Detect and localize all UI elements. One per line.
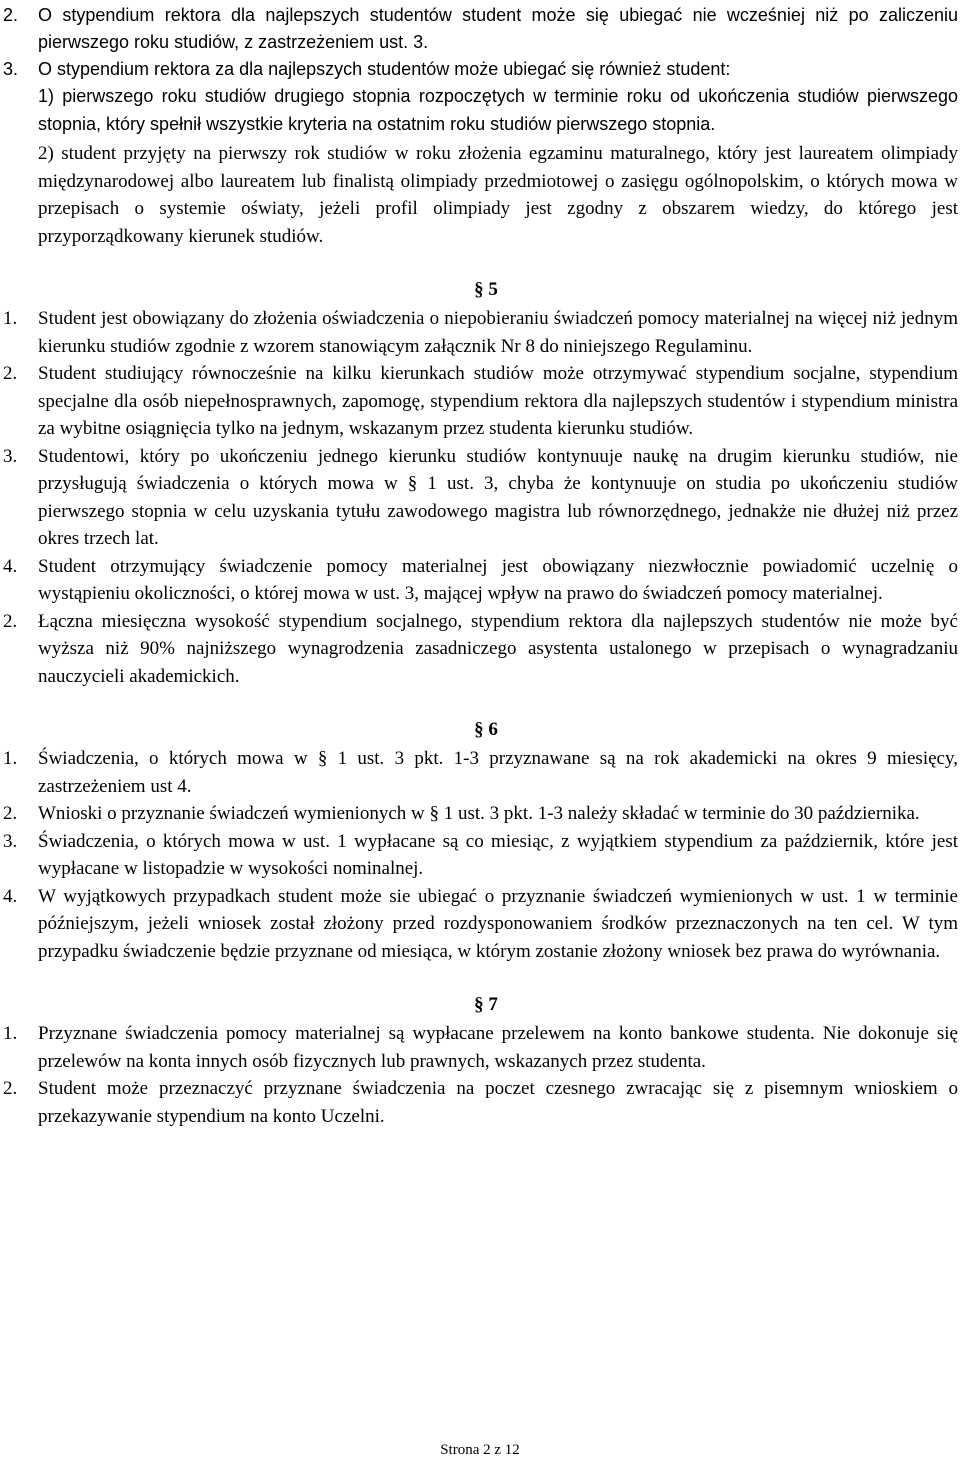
list-item: [0, 553, 958, 608]
sub-list-item: [0, 83, 958, 138]
list-item: [0, 800, 958, 828]
item-number: 1.: [3, 1023, 18, 1044]
item-text: Łączna miesięczna wysokość stypendium socjalnego, stypendium rektora dla najlepszych studentów nie może być wyższa niż 90% najniższego wynagrodzenia zasadniczego asystenta ustalonego w przepisach o wynagradzaniu nauczycieli akademickich.: [38, 610, 958, 687]
paragraph-sign: §: [474, 994, 484, 1015]
list-item: [0, 1020, 958, 1075]
item-number: 2.: [3, 803, 18, 824]
item-number: 3.: [3, 445, 18, 467]
list-item: [0, 745, 958, 800]
page-footer: [0, 1442, 960, 1459]
section-heading: [14, 716, 958, 743]
item-text: Wnioski o przyznanie świadczeń wymienionych w § 1 ust. 3 pkt. 1-3 należy składać w terminie do 30 października.: [38, 803, 920, 824]
item-number: 4.: [3, 555, 18, 577]
paragraph-sign: §: [474, 279, 484, 300]
item-number: 2.: [3, 610, 18, 632]
list-item: [0, 360, 958, 443]
item-text: Student otrzymujący świadczenie pomocy materialnej jest obowiązany niezwłocznie powiadomić uczelnię o wystąpieniu okoliczności, o której mowa w ust. 3, mającej wpływ na prawo do świadczeń pomocy materialnej.: [38, 555, 958, 604]
list-item: [0, 828, 958, 883]
item-number: 1.: [3, 748, 18, 769]
item-text: O stypendium rektora dla najlepszych studentów student może się ubiegać nie wcześniej niż po zaliczeniu pierwszego roku studiów, z zastrzeżeniem ust. 3.: [38, 5, 958, 52]
sub-item-text: 1) pierwszego roku studiów drugiego stopnia rozpoczętych w terminie roku od ukończenia studiów pierwszego stopnia, który spełnił wszystkie kryteria na ostatnim roku studiów pierwszego stopnia.: [38, 86, 958, 134]
section-heading: [14, 276, 958, 303]
list-item: [0, 883, 958, 966]
item-text: Świadczenia, o których mowa w ust. 1 wypłacane są co miesiąc, z wyjątkiem stypendium za październik, które jest wypłacane w listopadzie w wysokości nominalnej.: [38, 830, 958, 879]
item-text: O stypendium rektora za dla najlepszych studentów może ubiegać się również student:: [38, 59, 731, 79]
item-text: Świadczenia, o których mowa w § 1 ust. 3 pkt. 1-3 przyznawane są na rok akademicki na okres 9 miesięcy, zastrzeżeniem ust 4.: [38, 748, 958, 797]
paragraph-sign: §: [474, 719, 484, 740]
item-number: 3.: [3, 830, 18, 852]
item-text: W wyjątkowych przypadkach student może sie ubiegać o przyznanie świadczeń wymienionych w ust. 1 w terminie późniejszym, jeżeli wniosek został złożony przed rozdysponowaniem środków przeznaczonych na ten cel. W tym przypadku świadczenie będzie przyznane od miesiąca, w którym zostanie złożony wniosek bez prawa do wyrównania.: [38, 885, 958, 962]
item-text: Student może przeznaczyć przyznane świadczenia na poczet czesnego zwracając się z pisemnym wnioskiem o przekazywanie stypendium na konto Uczelni.: [38, 1078, 958, 1127]
list-item: [0, 443, 958, 553]
page-number: Strona 2 z 12: [440, 1442, 520, 1458]
section-number: 5: [488, 279, 498, 300]
item-number: 2.: [3, 1078, 18, 1099]
item-text: Studentowi, który po ukończeniu jednego kierunku studiów kontynuuje naukę na drugim kierunku studiów, nie przysługują świadczenia o których mowa w § 1 ust. 3, chyba że kontynuuje on studia po ukończeniu studiów pierwszego stopnia w celu uzyskania tytułu zawodowego magistra lub równorzędnego, jednakże nie dłużej niż przez okres trzech lat.: [38, 445, 958, 549]
item-number: 2.: [3, 363, 18, 384]
item-text: Student studiujący równocześnie na kilku kierunkach studiów może otrzymywać stypendium socjalne, stypendium specjalne dla osób niepełnosprawnych, zapomogę, stypendium rektora dla najlepszych studentów i stypendium ministra za wybitne osiągnięcia tylko na jednym, wskazanym przez studenta kierunku studiów.: [38, 363, 958, 439]
list-item: [0, 1075, 958, 1130]
list-item: [0, 2, 958, 56]
section-heading: [14, 991, 958, 1018]
item-number: 4.: [3, 885, 18, 907]
item-text: Przyznane świadczenia pomocy materialnej są wypłacane przelewem na konto bankowe studenta. Nie dokonuje się przelewów na konta innych osób fizycznych lub prawnych, wskazanych przez studenta.: [38, 1023, 958, 1072]
section-number: 6: [488, 719, 498, 740]
sub-list-item: [0, 140, 958, 250]
item-text: Student jest obowiązany do złożenia oświadczenia o niepobieraniu świadczeń pomocy materialnej na więcej niż jednym kierunku studiów zgodnie z wzorem stanowiącym załącznik Nr 8 do niniejszego Regulaminu.: [38, 308, 958, 357]
section-continued: [0, 2, 958, 1130]
sub-item-text: 2) student przyjęty na pierwszy rok studiów w roku złożenia egzaminu maturalnego, który jest laureatem olimpiady międzynarodowej albo laureatem lub finalistą olimpiady przedmiotowej o zasięgu ogólnopolskim, o których mowa w przepisach o systemie oświaty, jeżeli profil olimpiady jest zgodny z obszarem wiedzy, do którego jest przyporządkowany kierunek studiów.: [38, 143, 958, 247]
section-number: 7: [488, 994, 498, 1015]
item-number: 3.: [3, 59, 19, 79]
list-item: [0, 56, 958, 83]
list-item: [0, 608, 958, 691]
item-number: 2.: [3, 5, 19, 25]
list-item: [0, 305, 958, 360]
item-number: 1.: [3, 308, 18, 329]
